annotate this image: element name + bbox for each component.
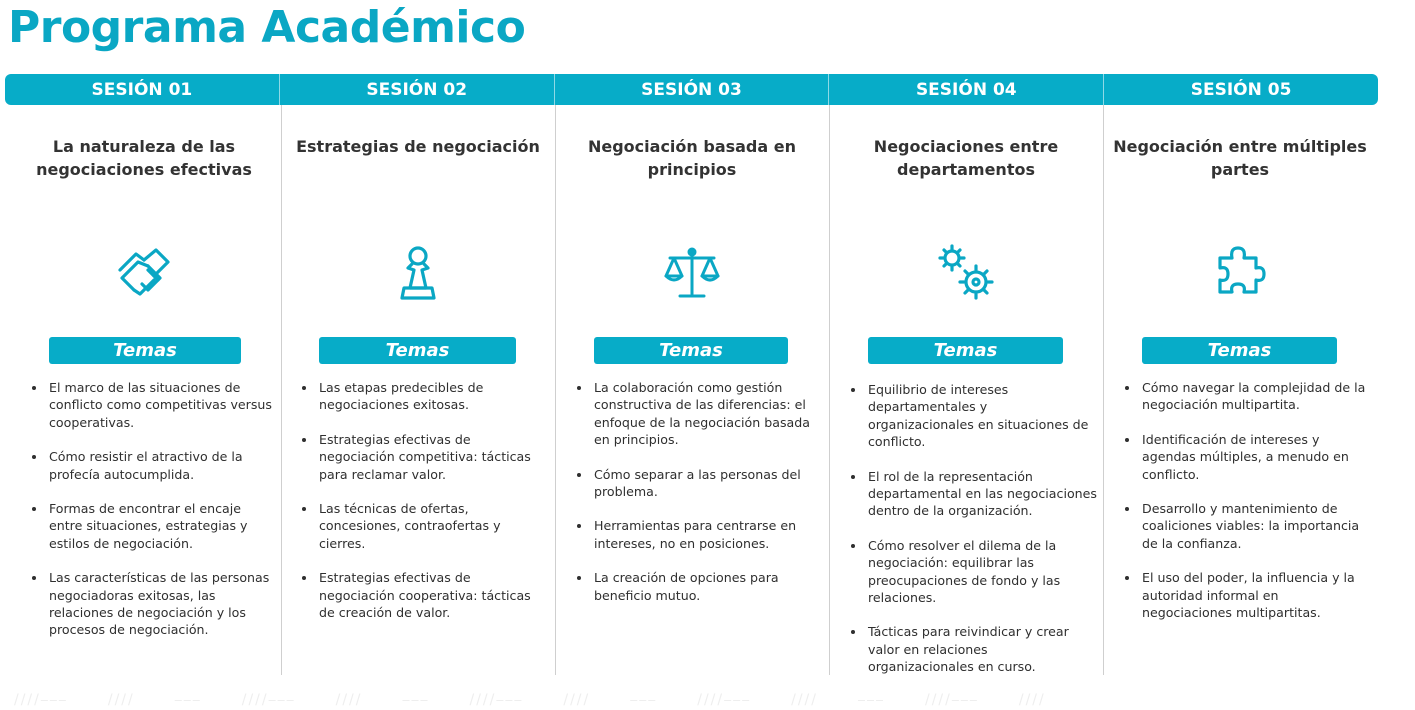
session-header-bar	[5, 74, 1378, 105]
topic-item: • Estrategias efectivas de negociación cooperativa: tácticas de creación de valor.	[317, 569, 549, 621]
topic-item: • El marco de las situaciones de conflicto como competitivas versus cooperativas.	[47, 379, 275, 431]
decorative-footer-pattern: ////⎯⎯⎯ //// ⎯⎯⎯ ////⎯⎯⎯ //// ⎯⎯⎯ ////⎯⎯⎯ //// ⎯⎯⎯ ////⎯⎯⎯ //// ⎯⎯⎯ ////⎯⎯⎯ ////	[14, 692, 1046, 708]
topic-item: • Cómo separar a las personas del problema.	[592, 466, 823, 501]
topic-item: • Herramientas para centrarse en intereses, no en posiciones.	[592, 517, 823, 552]
temas-label: Temas	[1142, 337, 1337, 364]
topic-item: • Las técnicas de ofertas, concesiones, contraofertas y cierres.	[317, 500, 549, 552]
topics-list	[1126, 379, 1371, 638]
topic-item: • El rol de la representación departamental en las negociaciones dentro de la organización.	[866, 468, 1097, 520]
puzzle-piece-icon	[1208, 240, 1272, 304]
session-column-04	[829, 105, 1104, 675]
topic-item: • Tácticas para reivindicar y crear valor en relaciones organizacionales en curso.	[866, 623, 1097, 675]
topic-item: • El uso del poder, la influencia y la autoridad informal en negociaciones multipartitas.	[1140, 569, 1371, 621]
session-header-02: SESIÓN 02	[280, 74, 555, 105]
balance-scale-icon	[660, 240, 724, 304]
topic-item: • Identificación de intereses y agendas múltiples, a menudo en conflicto.	[1140, 431, 1371, 483]
session-title: Negociaciones entre departamentos	[873, 137, 1059, 179]
session-column-02	[281, 105, 556, 675]
topic-item: • Equilibrio de intereses departamentales y organizacionales en situaciones de conflicto.	[866, 381, 1097, 451]
temas-label: Temas	[49, 337, 241, 364]
chess-pawn-icon	[386, 240, 450, 304]
temas-label: Temas	[319, 337, 516, 364]
topic-item: • La creación de opciones para beneficio mutuo.	[592, 569, 823, 604]
page-title: Programa Académico	[8, 2, 526, 53]
topic-item: • Las características de las personas negociadoras exitosas, las relaciones de negociación y los procesos de negociación.	[47, 569, 275, 639]
topics-list	[852, 381, 1097, 693]
topic-item: • Cómo resolver el dilema de la negociación: equilibrar las preocupaciones de fondo y las relaciones.	[866, 537, 1097, 607]
topics-list	[578, 379, 823, 621]
topic-item: • Cómo resistir el atractivo de la profecía autocumplida.	[47, 448, 275, 483]
session-title: Estrategias de negociación	[296, 137, 540, 156]
session-header-04: SESIÓN 04	[829, 74, 1104, 105]
topic-item: • Formas de encontrar el encaje entre situaciones, estrategias y estilos de negociación.	[47, 500, 275, 552]
session-header-05: SESIÓN 05	[1190, 79, 1292, 100]
session-column-01	[7, 105, 282, 675]
handshake-icon	[112, 240, 176, 304]
session-title: Negociación basada en principios	[587, 137, 796, 179]
session-header-01: SESIÓN 01	[5, 74, 280, 105]
temas-label: Temas	[594, 337, 788, 364]
topic-item: • Estrategias efectivas de negociación competitiva: tácticas para reclamar valor.	[317, 431, 549, 483]
topic-item: • La colaboración como gestión constructiva de las diferencias: el enfoque de la negociación basada en principios.	[592, 379, 823, 449]
gears-icon	[934, 240, 998, 304]
temas-label: Temas	[868, 337, 1063, 364]
session-column-03	[555, 105, 830, 675]
session-title: La naturaleza de las negociaciones efectivas	[36, 137, 252, 179]
topic-item: • Las etapas predecibles de negociaciones exitosas.	[317, 379, 549, 414]
session-column-05	[1103, 105, 1377, 675]
topics-list	[303, 379, 549, 638]
session-header-03: SESIÓN 03	[555, 74, 830, 105]
session-title: Negociación entre múltiples partes	[1113, 137, 1367, 179]
topic-item: • Desarrollo y mantenimiento de coaliciones viables: la importancia de la confianza.	[1140, 500, 1371, 552]
topic-item: • Cómo navegar la complejidad de la negociación multipartita.	[1140, 379, 1371, 414]
topics-list	[33, 379, 275, 656]
